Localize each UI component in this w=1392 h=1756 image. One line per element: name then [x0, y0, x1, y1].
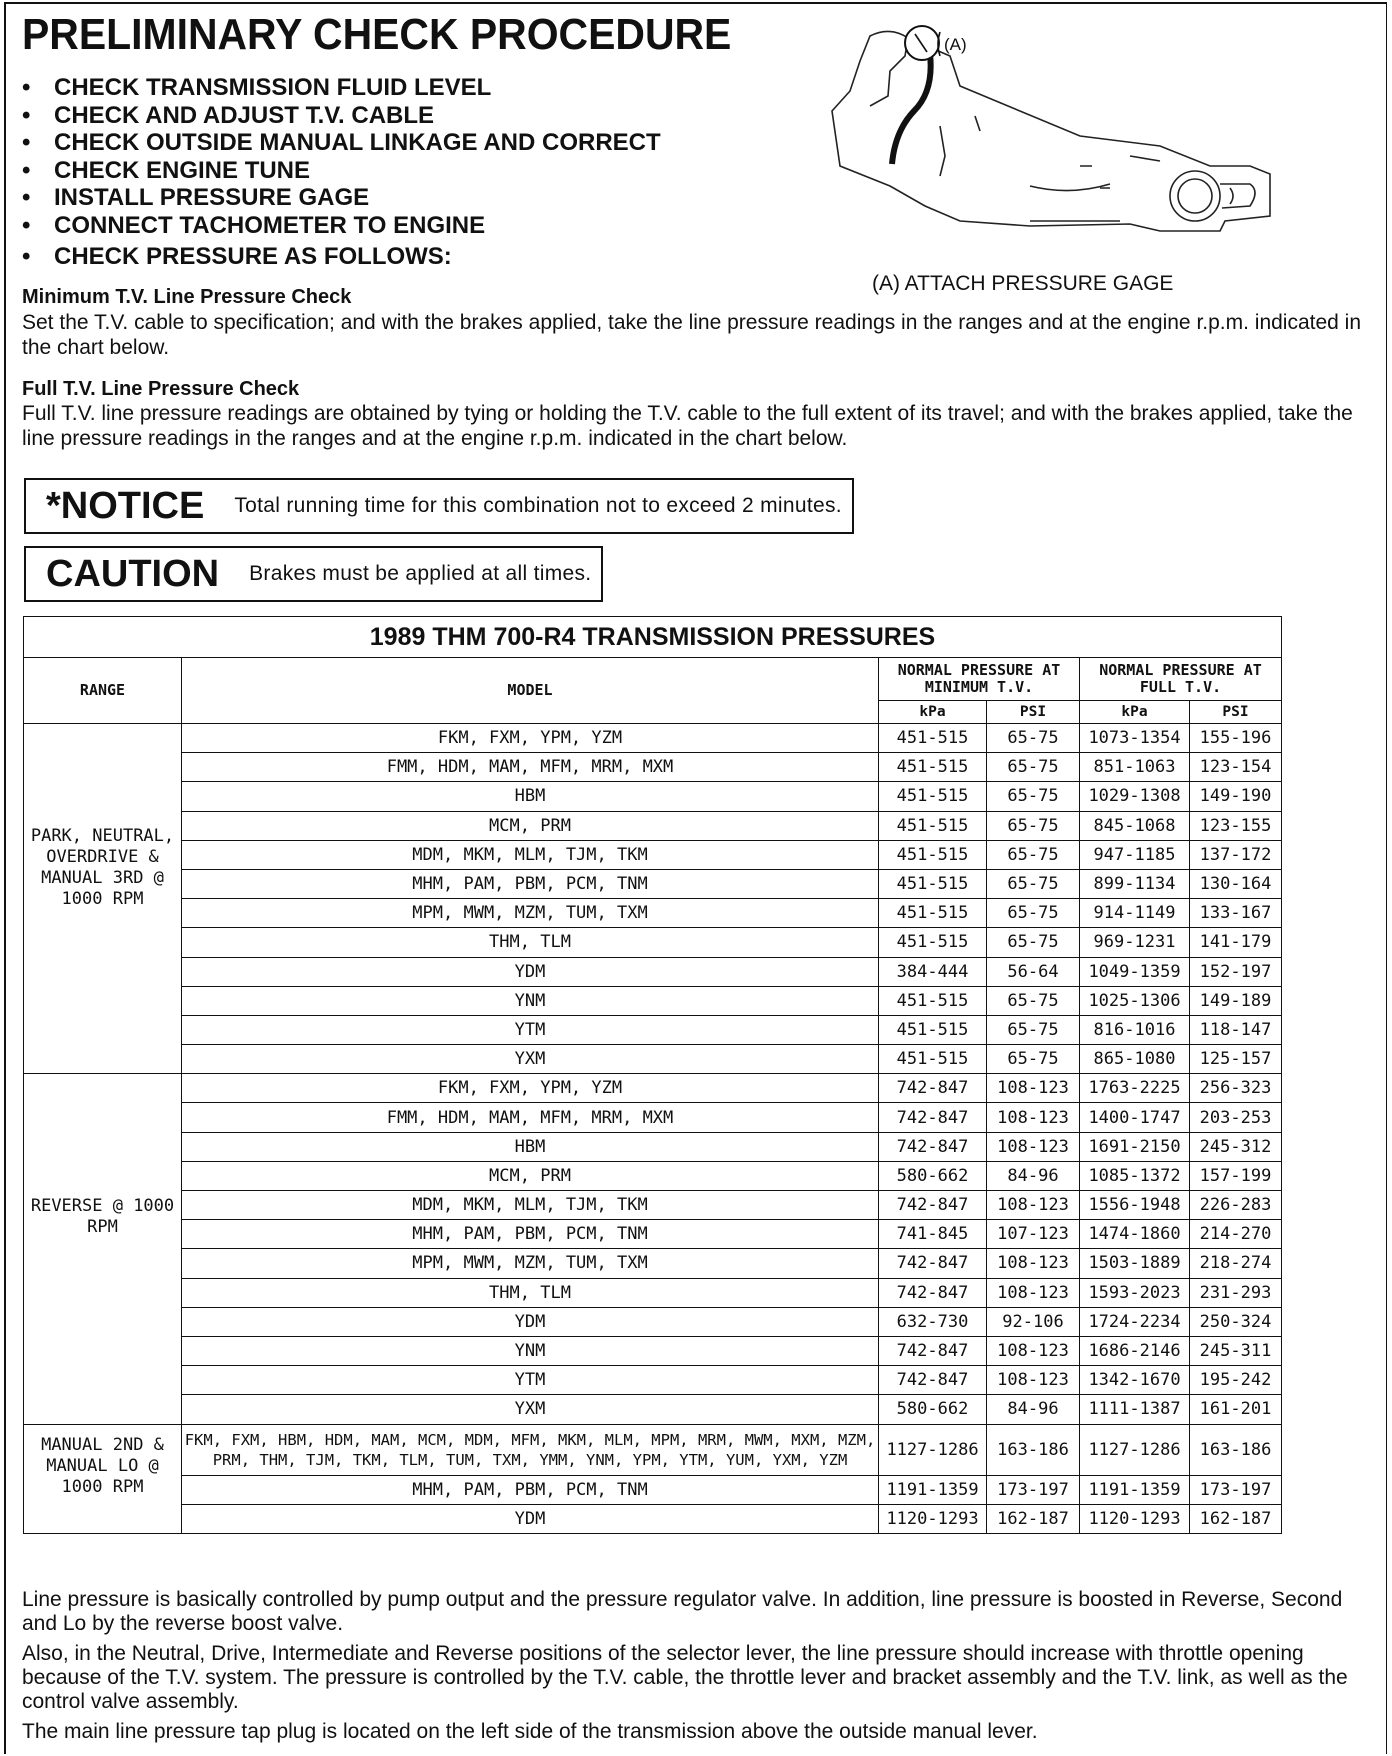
min-kpa-cell: 742-847 [879, 1103, 987, 1132]
table-row [24, 1191, 1282, 1220]
table-row [24, 1366, 1282, 1395]
model-cell: THM, TLM [182, 1278, 879, 1307]
full-kpa-cell: 1593-2023 [1080, 1278, 1190, 1307]
table-row [24, 899, 1282, 928]
min-kpa-cell: 451-515 [879, 1045, 987, 1074]
full-kpa-cell: 914-1149 [1080, 899, 1190, 928]
model-cell: YDM [182, 1307, 879, 1336]
min-kpa-cell: 742-847 [879, 1191, 987, 1220]
col-header-range: RANGE [24, 658, 182, 724]
full-psi-cell: 130-164 [1190, 869, 1282, 898]
full-psi-cell: 118-147 [1190, 1015, 1282, 1044]
table-row [24, 1395, 1282, 1424]
full-kpa-cell: 1073-1354 [1080, 724, 1190, 753]
model-cell: MPM, MWM, MZM, TUM, TXM [182, 899, 879, 928]
full-kpa-cell: 1686-2146 [1080, 1336, 1190, 1365]
model-cell: MHM, PAM, PBM, PCM, TNM [182, 869, 879, 898]
table-row [24, 1336, 1282, 1365]
pressure-table [23, 616, 1282, 1534]
min-check-text: Set the T.V. cable to specification; and with the brakes applied, take the line pressure readings in the ranges and at the engine r.p.m. indicated in the chart below. [22, 311, 1362, 359]
full-psi-cell: 245-311 [1190, 1336, 1282, 1365]
bullet-icon: • [22, 243, 31, 270]
min-psi-cell: 65-75 [987, 811, 1080, 840]
table-row [24, 1424, 1282, 1475]
full-psi-cell: 173-197 [1190, 1475, 1282, 1504]
table-row [24, 1132, 1282, 1161]
caution-text: Brakes must be applied at all times. [249, 562, 592, 585]
table-row [24, 1161, 1282, 1190]
table-row [24, 1249, 1282, 1278]
footer-paragraph-1: Line pressure is basically controlled by pump output and the pressure regulator valve. In addition, line pressure is boosted in Reverse, Second and Lo by the reverse boost valve. [22, 1588, 1343, 1635]
min-psi-cell: 84-96 [987, 1161, 1080, 1190]
min-kpa-cell: 1191-1359 [879, 1475, 987, 1504]
min-kpa-cell: 451-515 [879, 986, 987, 1015]
pressure-gage-hose [892, 54, 931, 164]
check-list-item: • INSTALL PRESSURE GAGE [22, 184, 370, 211]
min-kpa-cell: 742-847 [879, 1132, 987, 1161]
min-kpa-cell: 451-515 [879, 811, 987, 840]
full-kpa-cell: 899-1134 [1080, 869, 1190, 898]
check-list-item: • CHECK AND ADJUST T.V. CABLE [22, 101, 435, 129]
diagram-label: (A) [944, 35, 967, 54]
full-kpa-cell: 851-1063 [1080, 753, 1190, 782]
bullet-icon: • [22, 211, 31, 239]
table-row [24, 928, 1282, 957]
min-kpa-cell: 384-444 [879, 957, 987, 986]
min-kpa-cell: 451-515 [879, 753, 987, 782]
full-psi-cell: 231-293 [1190, 1278, 1282, 1307]
range-cell: REVERSE @ 1000 RPM [24, 1074, 182, 1424]
model-cell: FMM, HDM, MAM, MFM, MRM, MXM [182, 1103, 879, 1132]
model-cell: FMM, HDM, MAM, MFM, MRM, MXM [182, 753, 879, 782]
full-check-heading: Full T.V. Line Pressure Check [22, 378, 300, 400]
min-kpa-cell: 451-515 [879, 928, 987, 957]
model-cell: YDM [182, 1504, 879, 1533]
full-psi-cell: 137-172 [1190, 840, 1282, 869]
model-cell: MCM, PRM [182, 811, 879, 840]
bullet-icon: • [22, 184, 31, 211]
model-cell: YTM [182, 1366, 879, 1395]
check-list-item: • CHECK PRESSURE AS FOLLOWS: [22, 243, 452, 270]
min-psi-cell: 65-75 [987, 986, 1080, 1015]
min-psi-cell: 65-75 [987, 782, 1080, 811]
min-psi-cell: 65-75 [987, 869, 1080, 898]
full-kpa-cell: 969-1231 [1080, 928, 1190, 957]
model-cell: YNM [182, 986, 879, 1015]
full-psi-cell: 141-179 [1190, 928, 1282, 957]
min-psi-cell: 108-123 [987, 1074, 1080, 1103]
full-psi-cell: 195-242 [1190, 1366, 1282, 1395]
full-psi-cell: 123-154 [1190, 753, 1282, 782]
full-kpa-cell: 1085-1372 [1080, 1161, 1190, 1190]
min-psi-cell: 108-123 [987, 1278, 1080, 1307]
full-psi-cell: 123-155 [1190, 811, 1282, 840]
notice-box [24, 478, 854, 534]
notice-text: Total running time for this combination not to exceed 2 minutes. [234, 494, 842, 517]
full-kpa-cell: 1763-2225 [1080, 1074, 1190, 1103]
check-list-item: • CONNECT TACHOMETER TO ENGINE [22, 211, 486, 239]
full-psi-cell: 125-157 [1190, 1045, 1282, 1074]
footer-paragraph-3: The main line pressure tap plug is located on the left side of the transmission above the outside manual lever. [22, 1720, 1038, 1743]
model-cell: FKM, FXM, YPM, YZM [182, 1074, 879, 1103]
table-row [24, 1045, 1282, 1074]
min-kpa-cell: 1127-1286 [879, 1424, 987, 1475]
min-kpa-cell: 632-730 [879, 1307, 987, 1336]
model-cell: YXM [182, 1395, 879, 1424]
model-cell: MHM, PAM, PBM, PCM, TNM [182, 1475, 879, 1504]
full-kpa-cell: 1029-1308 [1080, 782, 1190, 811]
min-kpa-cell: 741-845 [879, 1220, 987, 1249]
full-psi-cell: 149-189 [1190, 986, 1282, 1015]
footer-paragraph-2: Also, in the Neutral, Drive, Intermediate and Reverse positions of the selector lever, the line pressure should increase with throttle opening because of the T.V. system. The pressure is controlled by the T.V. cable, the throttle lever and bracket assembly and the T.V. link, as well as the control valve assembly. [22, 1642, 1348, 1713]
table-row [24, 1015, 1282, 1044]
bullet-icon: • [22, 129, 31, 156]
table-row [24, 1504, 1282, 1533]
page-title: PRELIMINARY CHECK PROCEDURE [22, 10, 732, 59]
min-psi-cell: 65-75 [987, 928, 1080, 957]
full-kpa-cell: 1724-2234 [1080, 1307, 1190, 1336]
full-kpa-cell: 1191-1359 [1080, 1475, 1190, 1504]
col-header-full-kpa: kPa [1080, 701, 1190, 724]
min-psi-cell: 65-75 [987, 840, 1080, 869]
check-list-item: • CHECK OUTSIDE MANUAL LINKAGE AND CORRECT [22, 129, 661, 156]
min-kpa-cell: 451-515 [879, 782, 987, 811]
pressure-table-body [24, 724, 1282, 1534]
min-psi-cell: 162-187 [987, 1504, 1080, 1533]
min-psi-cell: 107-123 [987, 1220, 1080, 1249]
full-kpa-cell: 1342-1670 [1080, 1366, 1190, 1395]
col-header-min-tv: NORMAL PRESSURE AT MINIMUM T.V. [879, 658, 1080, 701]
min-kpa-cell: 1120-1293 [879, 1504, 987, 1533]
full-psi-cell: 218-274 [1190, 1249, 1282, 1278]
full-kpa-cell: 1120-1293 [1080, 1504, 1190, 1533]
model-cell: MPM, MWM, MZM, TUM, TXM [182, 1249, 879, 1278]
full-check-text: Full T.V. line pressure readings are obtained by tying or holding the T.V. cable to the full extent of its travel; and with the brakes applied, take the line pressure readings in the ranges and at the engine r.p.m. indicated in the chart below. [22, 402, 1353, 450]
full-kpa-cell: 1556-1948 [1080, 1191, 1190, 1220]
table-row [24, 957, 1282, 986]
full-psi-cell: 152-197 [1190, 957, 1282, 986]
full-kpa-cell: 1111-1387 [1080, 1395, 1190, 1424]
full-kpa-cell: 845-1068 [1080, 811, 1190, 840]
model-cell: YXM [182, 1045, 879, 1074]
full-kpa-cell: 1691-2150 [1080, 1132, 1190, 1161]
model-cell: YDM [182, 957, 879, 986]
full-psi-cell: 157-199 [1190, 1161, 1282, 1190]
col-header-min-kpa: kPa [879, 701, 987, 724]
min-psi-cell: 65-75 [987, 1015, 1080, 1044]
min-psi-cell: 56-64 [987, 957, 1080, 986]
min-psi-cell: 108-123 [987, 1366, 1080, 1395]
min-kpa-cell: 451-515 [879, 899, 987, 928]
model-cell: FKM, FXM, HBM, HDM, MAM, MCM, MDM, MFM, MKM, MLM, MPM, MRM, MWM, MXM, MZM, PRM, THM, TJM, TKM, TLM, TUM, TXM, YMM, YNM, YPM, YTM, YUM, YXM, YZM [182, 1424, 879, 1475]
min-kpa-cell: 451-515 [879, 840, 987, 869]
min-kpa-cell: 742-847 [879, 1278, 987, 1307]
full-psi-cell: 214-270 [1190, 1220, 1282, 1249]
min-check-heading: Minimum T.V. Line Pressure Check [22, 286, 352, 308]
caution-box [24, 546, 603, 602]
model-cell: HBM [182, 782, 879, 811]
min-psi-cell: 65-75 [987, 1045, 1080, 1074]
diagram-caption: (A) ATTACH PRESSURE GAGE [872, 272, 1174, 295]
col-header-full-tv: NORMAL PRESSURE AT FULL T.V. [1080, 658, 1282, 701]
min-psi-cell: 65-75 [987, 899, 1080, 928]
min-psi-cell: 108-123 [987, 1103, 1080, 1132]
table-row [24, 753, 1282, 782]
model-cell: MDM, MKM, MLM, TJM, TKM [182, 1191, 879, 1220]
table-row [24, 782, 1282, 811]
full-kpa-cell: 865-1080 [1080, 1045, 1190, 1074]
min-kpa-cell: 742-847 [879, 1366, 987, 1395]
table-row [24, 869, 1282, 898]
transmission-diagram [830, 16, 1310, 266]
model-cell: MCM, PRM [182, 1161, 879, 1190]
model-cell: FKM, FXM, YPM, YZM [182, 724, 879, 753]
full-psi-cell: 149-190 [1190, 782, 1282, 811]
full-psi-cell: 162-187 [1190, 1504, 1282, 1533]
check-list-item: • CHECK TRANSMISSION FLUID LEVEL [22, 74, 492, 101]
bullet-icon: • [22, 74, 31, 101]
full-psi-cell: 163-186 [1190, 1424, 1282, 1475]
col-header-full-psi: PSI [1190, 701, 1282, 724]
table-caption: 1989 THM 700-R4 TRANSMISSION PRESSURES [24, 617, 1282, 658]
pressure-table-wrap [23, 616, 1281, 1534]
table-row [24, 1475, 1282, 1504]
check-list [22, 74, 661, 271]
model-cell: THM, TLM [182, 928, 879, 957]
min-psi-cell: 84-96 [987, 1395, 1080, 1424]
min-psi-cell: 65-75 [987, 753, 1080, 782]
pressure-gage-icon [905, 26, 939, 60]
table-row [24, 986, 1282, 1015]
bullet-icon: • [22, 101, 31, 129]
model-cell: YNM [182, 1336, 879, 1365]
full-kpa-cell: 947-1185 [1080, 840, 1190, 869]
model-cell: YTM [182, 1015, 879, 1044]
full-psi-cell: 203-253 [1190, 1103, 1282, 1132]
model-cell: MHM, PAM, PBM, PCM, TNM [182, 1220, 879, 1249]
min-psi-cell: 108-123 [987, 1336, 1080, 1365]
full-kpa-cell: 1503-1889 [1080, 1249, 1190, 1278]
range-cell: MANUAL 2ND & MANUAL LO @ 1000 RPM [24, 1424, 182, 1533]
full-psi-cell: 256-323 [1190, 1074, 1282, 1103]
min-kpa-cell: 742-847 [879, 1249, 987, 1278]
min-kpa-cell: 580-662 [879, 1161, 987, 1190]
table-row [24, 840, 1282, 869]
range-cell: PARK, NEUTRAL, OVERDRIVE & MANUAL 3RD @ 1000 RPM [24, 724, 182, 1074]
caution-label: CAUTION [46, 552, 220, 595]
full-kpa-cell: 1025-1306 [1080, 986, 1190, 1015]
table-row [24, 811, 1282, 840]
min-psi-cell: 173-197 [987, 1475, 1080, 1504]
min-psi-cell: 92-106 [987, 1307, 1080, 1336]
min-kpa-cell: 451-515 [879, 724, 987, 753]
full-psi-cell: 155-196 [1190, 724, 1282, 753]
min-psi-cell: 163-186 [987, 1424, 1080, 1475]
min-psi-cell: 65-75 [987, 724, 1080, 753]
col-header-min-psi: PSI [987, 701, 1080, 724]
full-kpa-cell: 1127-1286 [1080, 1424, 1190, 1475]
model-cell: HBM [182, 1132, 879, 1161]
full-psi-cell: 161-201 [1190, 1395, 1282, 1424]
full-kpa-cell: 1474-1860 [1080, 1220, 1190, 1249]
min-kpa-cell: 451-515 [879, 1015, 987, 1044]
table-row [24, 1278, 1282, 1307]
min-kpa-cell: 451-515 [879, 869, 987, 898]
min-kpa-cell: 580-662 [879, 1395, 987, 1424]
full-psi-cell: 133-167 [1190, 899, 1282, 928]
full-psi-cell: 245-312 [1190, 1132, 1282, 1161]
table-row [24, 1103, 1282, 1132]
notice-label: *NOTICE [46, 484, 205, 527]
full-kpa-cell: 1400-1747 [1080, 1103, 1190, 1132]
min-psi-cell: 108-123 [987, 1191, 1080, 1220]
table-row [24, 1307, 1282, 1336]
min-psi-cell: 108-123 [987, 1132, 1080, 1161]
full-psi-cell: 226-283 [1190, 1191, 1282, 1220]
table-row [24, 1074, 1282, 1103]
col-header-model: MODEL [182, 658, 879, 724]
min-kpa-cell: 742-847 [879, 1336, 987, 1365]
table-row [24, 1220, 1282, 1249]
check-list-item: • CHECK ENGINE TUNE [22, 156, 311, 184]
model-cell: MDM, MKM, MLM, TJM, TKM [182, 840, 879, 869]
full-kpa-cell: 816-1016 [1080, 1015, 1190, 1044]
min-psi-cell: 108-123 [987, 1249, 1080, 1278]
bullet-icon: • [22, 156, 31, 184]
table-row [24, 724, 1282, 753]
full-kpa-cell: 1049-1359 [1080, 957, 1190, 986]
full-psi-cell: 250-324 [1190, 1307, 1282, 1336]
min-kpa-cell: 742-847 [879, 1074, 987, 1103]
